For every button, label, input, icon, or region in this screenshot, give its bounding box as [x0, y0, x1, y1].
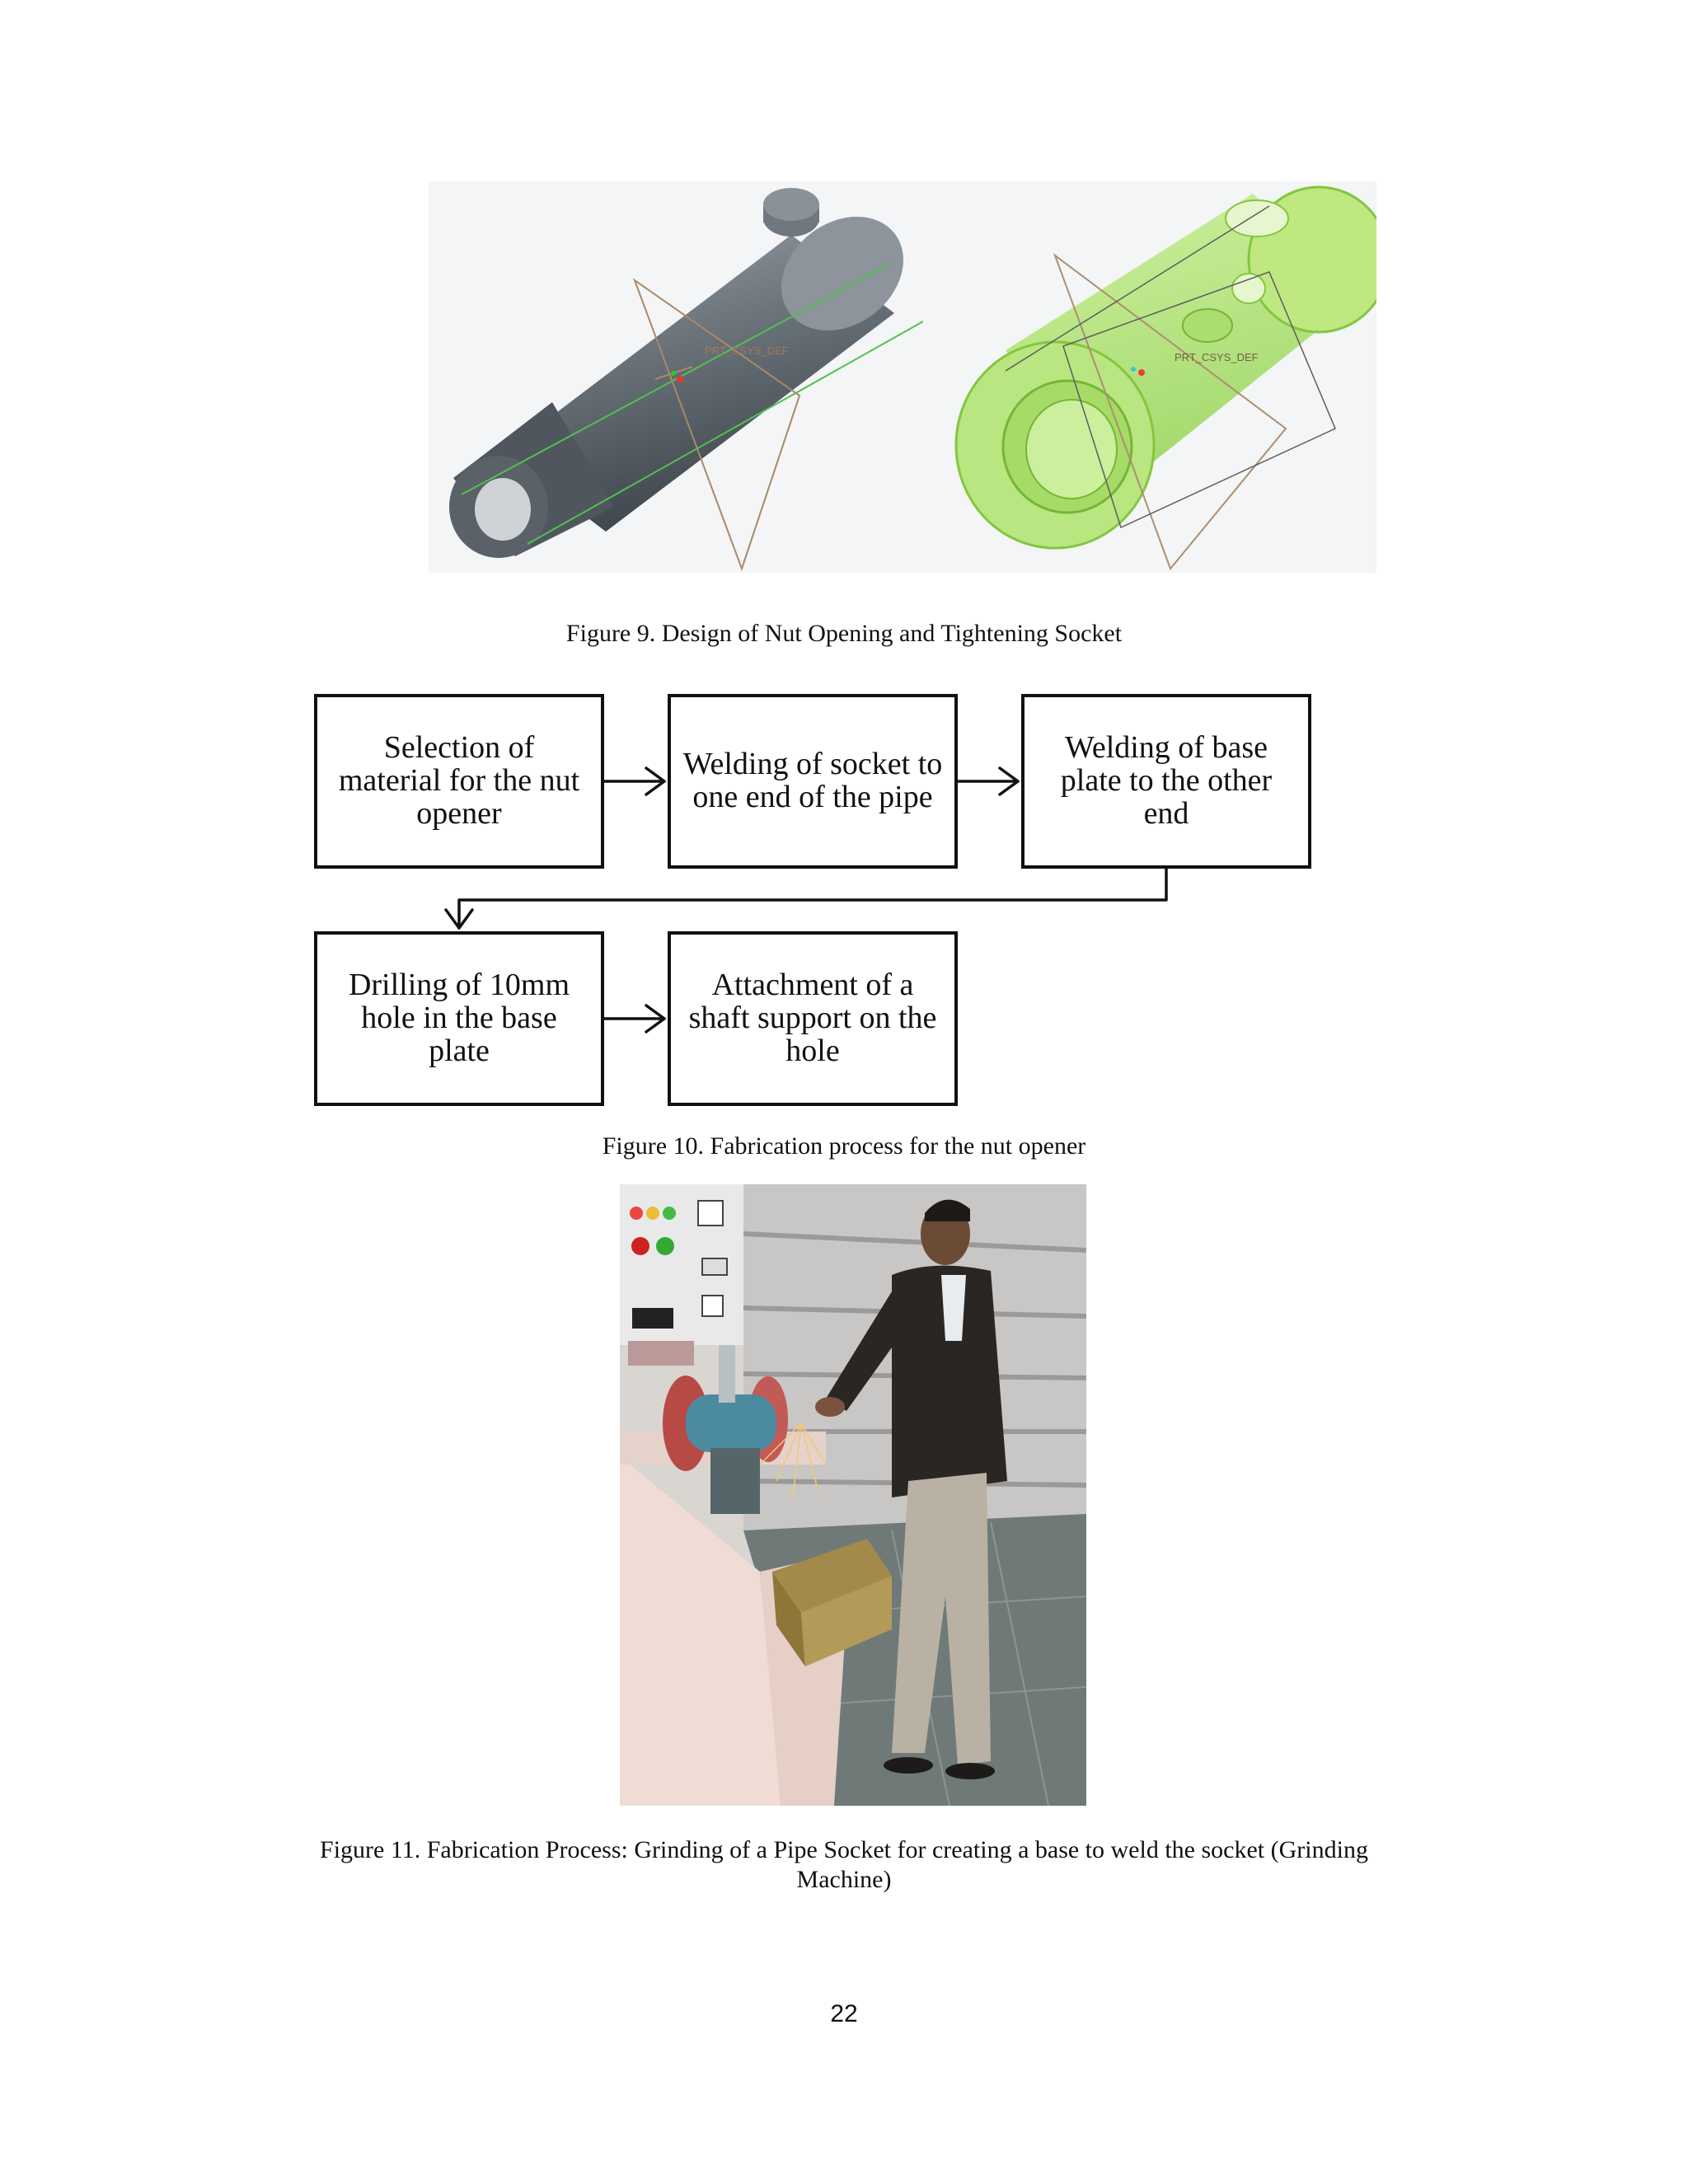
- page-number: 22: [830, 2000, 858, 2027]
- cad-csys-label: PRT_CSYS_DEF: [1175, 351, 1259, 363]
- figure-11-caption-line-1: Figure 11. Fabrication Process: Grinding of a Pipe Socket for creating a base to weld the socket (Grinding: [320, 1836, 1368, 1863]
- svg-text:PRT_CSYS_DEF: PRT_CSYS_DEF: [705, 344, 789, 357]
- flow-step-4: Drilling of 10mm hole in the base plate: [314, 931, 604, 1106]
- flow-step-1: Selection of material for the nut opener: [314, 694, 604, 869]
- figure-11-photo: [620, 1184, 1086, 1806]
- flow-step-3: Welding of base plate to the other end: [1021, 694, 1311, 869]
- figure-9-caption: Figure 9. Design of Nut Opening and Tightening Socket: [565, 620, 1123, 647]
- flow-step-5: Attachment of a shaft support on the hole: [668, 931, 958, 1106]
- figure-10-caption: Figure 10. Fabrication process for the nut opener: [602, 1132, 1086, 1160]
- figure-11-caption-line-2: Machine): [796, 1866, 892, 1893]
- grinding-photo-svg: [620, 1184, 1086, 1806]
- flow-step-2: Welding of socket to one end of the pipe: [668, 694, 958, 869]
